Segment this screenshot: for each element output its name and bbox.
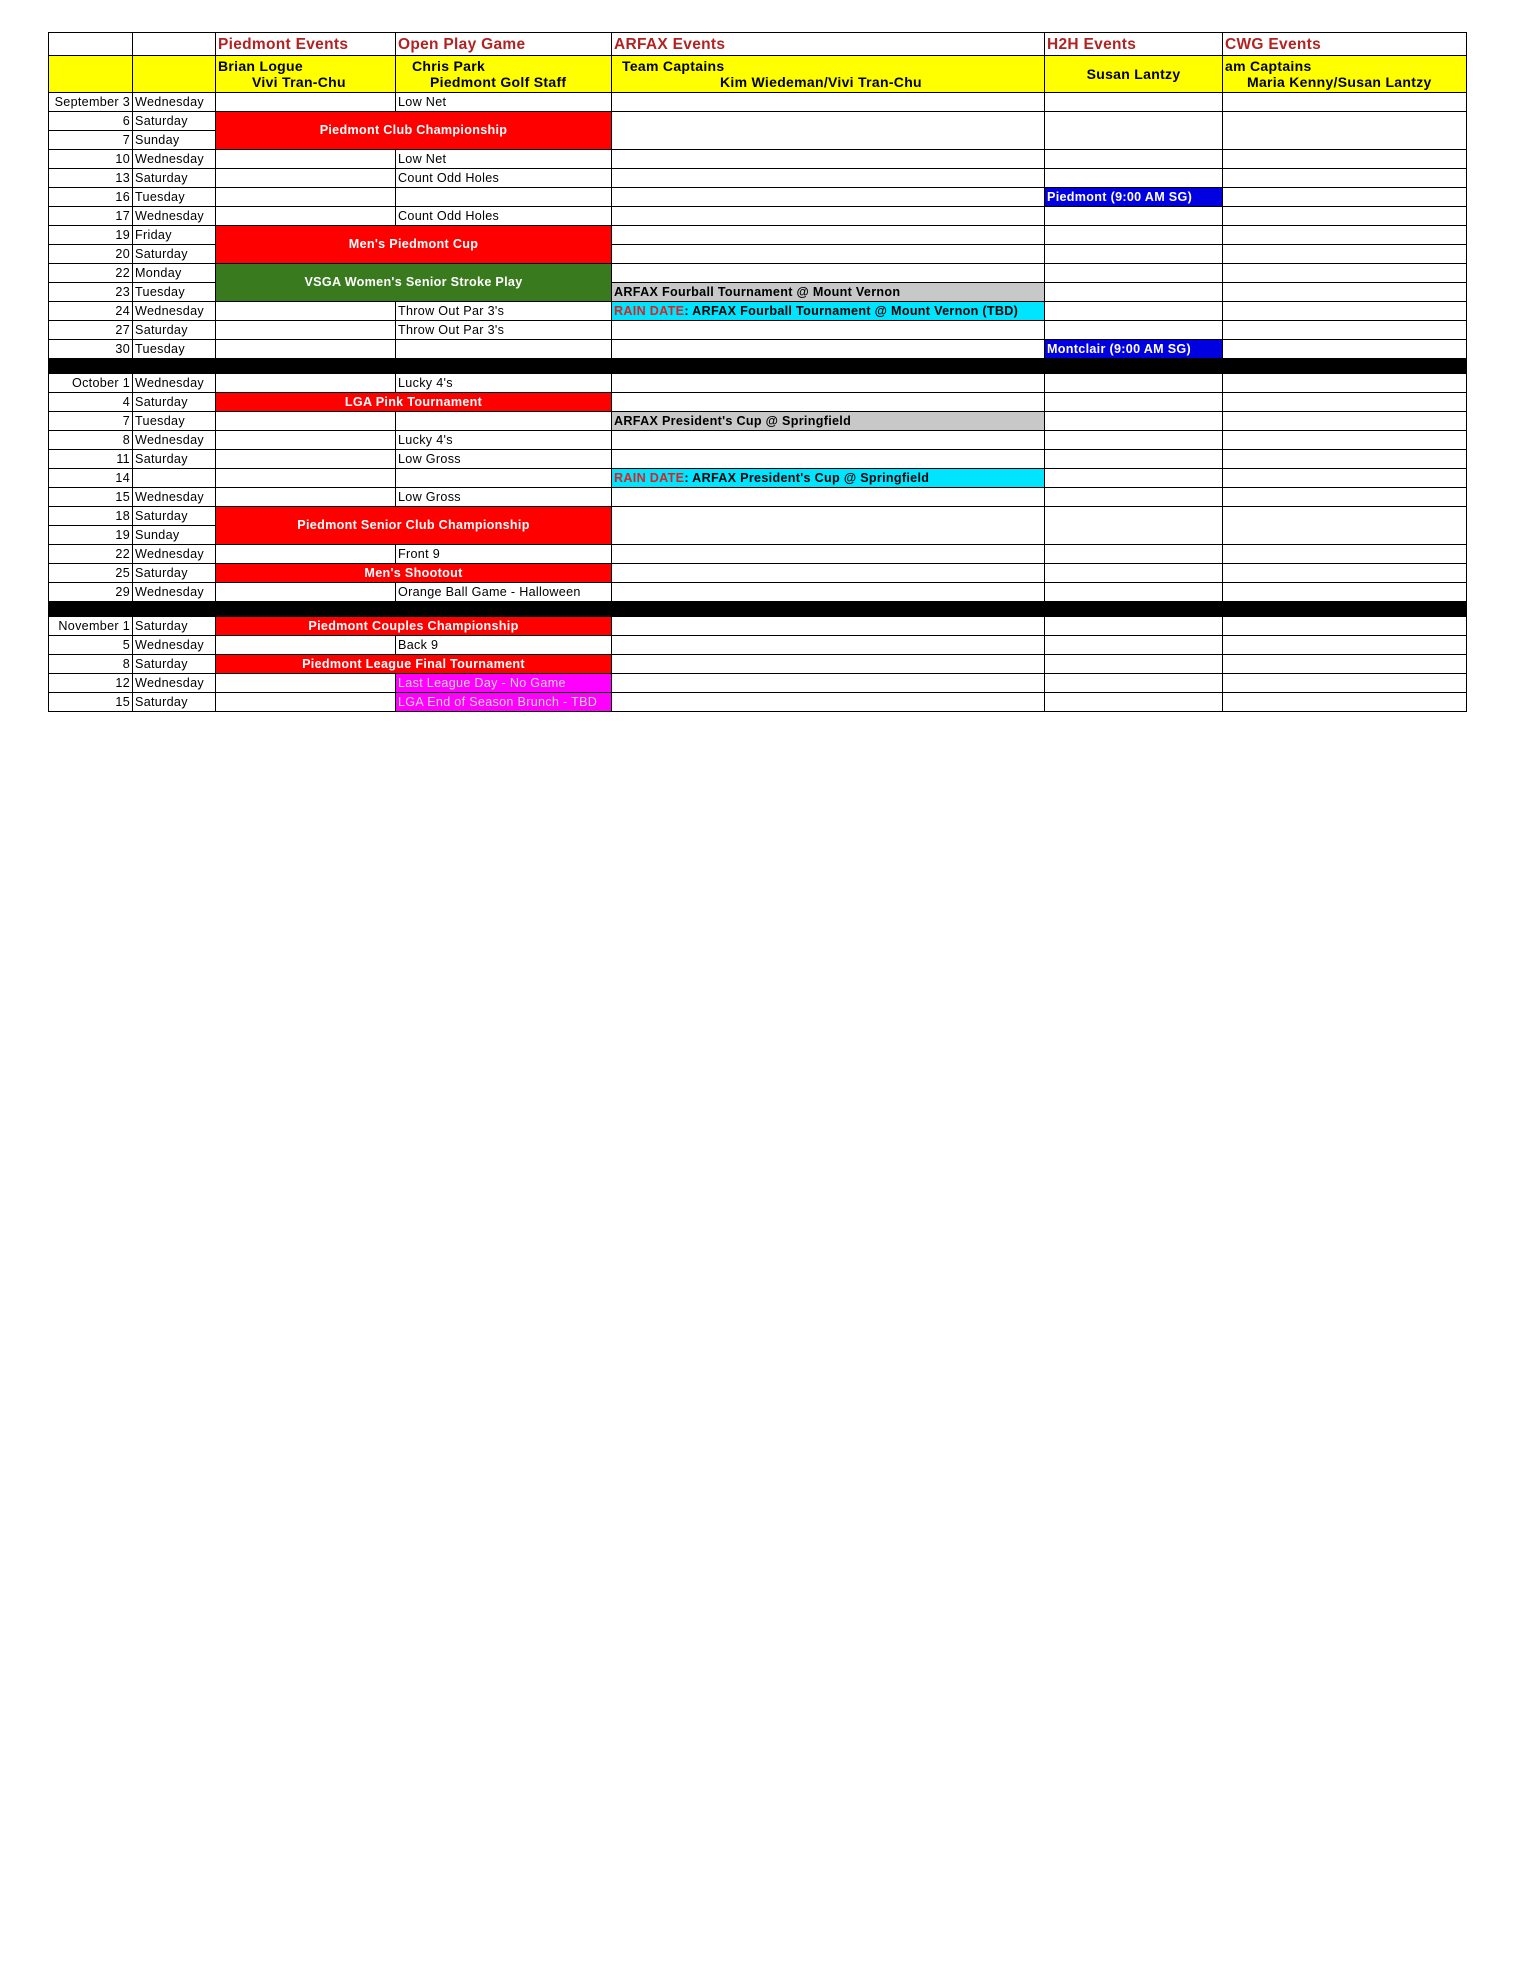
h2h-cell — [1045, 545, 1223, 564]
day-number: 13 — [49, 169, 133, 188]
subheader-blank — [49, 56, 133, 93]
table-row — [49, 674, 1467, 693]
cwg-cell — [1223, 264, 1467, 283]
table-row — [49, 393, 1467, 412]
event-league-final-tournament: Piedmont League Final Tournament — [216, 655, 612, 674]
game-cell: Lucky 4's — [396, 374, 612, 393]
cwg-cell — [1223, 207, 1467, 226]
day-number: 19 — [49, 226, 133, 245]
arfax-cell — [612, 617, 1045, 636]
arfax-cell — [612, 450, 1045, 469]
table-row — [49, 207, 1467, 226]
subheader-arfax — [612, 56, 1045, 93]
h2h-cell — [1045, 93, 1223, 112]
h2h-cell — [1045, 264, 1223, 283]
cwg-cell — [1223, 302, 1467, 321]
table-row — [49, 469, 1467, 488]
piedmont-cell — [216, 150, 396, 169]
game-cell — [396, 340, 612, 359]
table-row — [49, 693, 1467, 712]
subheader-row — [49, 56, 1467, 93]
month-label: November — [58, 618, 119, 633]
arfax-cell — [612, 226, 1045, 245]
h2h-cell — [1045, 283, 1223, 302]
h2h-cell — [1045, 112, 1223, 150]
table-row — [49, 93, 1467, 112]
contact-name: Chris Park — [412, 58, 486, 74]
subheader-open-play — [396, 56, 612, 93]
cwg-cell — [1223, 655, 1467, 674]
event-last-league-day: Last League Day - No Game — [396, 674, 612, 693]
cwg-cell — [1223, 636, 1467, 655]
day-number: 22 — [49, 264, 133, 283]
h2h-cell — [1045, 507, 1223, 545]
h2h-cell — [1045, 450, 1223, 469]
weekday-cell: Saturday — [133, 393, 216, 412]
game-cell: Low Net — [396, 150, 612, 169]
weekday-cell: Wednesday — [133, 207, 216, 226]
arfax-cell — [612, 169, 1045, 188]
table-row — [49, 321, 1467, 340]
arfax-cell — [612, 674, 1045, 693]
cwg-cell — [1223, 188, 1467, 207]
day-number: 12 — [49, 674, 133, 693]
contact-name: Vivi Tran-Chu — [252, 74, 346, 90]
event-vsga-senior-stroke-play: VSGA Women's Senior Stroke Play — [216, 264, 612, 302]
header-open-play-game: Open Play Game — [396, 33, 612, 56]
weekday-cell: Wednesday — [133, 93, 216, 112]
cwg-cell — [1223, 169, 1467, 188]
h2h-cell — [1045, 150, 1223, 169]
piedmont-cell — [216, 302, 396, 321]
day-number: 1 — [122, 618, 130, 633]
weekday-cell: Saturday — [133, 655, 216, 674]
event-h2h-montclair: Montclair (9:00 AM SG) — [1045, 340, 1223, 359]
arfax-cell — [612, 264, 1045, 283]
piedmont-cell — [216, 545, 396, 564]
h2h-cell — [1045, 469, 1223, 488]
arfax-cell — [612, 340, 1045, 359]
game-cell: Throw Out Par 3's — [396, 302, 612, 321]
weekday-cell: Tuesday — [133, 412, 216, 431]
h2h-cell — [1045, 302, 1223, 321]
h2h-cell — [1045, 207, 1223, 226]
weekday-cell: Sunday — [133, 526, 216, 545]
game-cell: Throw Out Par 3's — [396, 321, 612, 340]
table-row — [49, 488, 1467, 507]
weekday-cell: Saturday — [133, 321, 216, 340]
weekday-cell: Saturday — [133, 169, 216, 188]
arfax-cell — [612, 188, 1045, 207]
arfax-cell — [612, 321, 1045, 340]
weekday-cell — [133, 469, 216, 488]
contact-name: Kim Wiedeman/Vivi Tran-Chu — [720, 74, 922, 90]
table-row — [49, 226, 1467, 245]
day-number: 7 — [49, 131, 133, 150]
day-number: 27 — [49, 321, 133, 340]
separator-bar — [49, 602, 1467, 617]
day-number: 8 — [49, 431, 133, 450]
cwg-cell — [1223, 674, 1467, 693]
cwg-cell — [1223, 283, 1467, 302]
event-club-championship: Piedmont Club Championship — [216, 112, 612, 150]
game-cell: Low Gross — [396, 488, 612, 507]
cwg-cell — [1223, 507, 1467, 545]
table-row — [49, 340, 1467, 359]
event-end-of-season-brunch: LGA End of Season Brunch - TBD — [396, 693, 612, 712]
table-row — [49, 617, 1467, 636]
day-number: 8 — [49, 655, 133, 674]
date-cell — [49, 93, 133, 112]
weekday-cell: Saturday — [133, 112, 216, 131]
table-row — [49, 302, 1467, 321]
table-row — [49, 564, 1467, 583]
arfax-cell — [612, 393, 1045, 412]
table-row — [49, 655, 1467, 674]
day-number: 11 — [49, 450, 133, 469]
date-cell — [49, 617, 133, 636]
subheader-cwg — [1223, 56, 1467, 93]
h2h-cell — [1045, 321, 1223, 340]
event-arfax-presidents-rain-date — [612, 469, 1045, 488]
cwg-cell — [1223, 545, 1467, 564]
weekday-cell: Saturday — [133, 617, 216, 636]
contact-name: Maria Kenny/Susan Lantzy — [1247, 74, 1432, 90]
rain-date-label: RAIN DATE — [614, 303, 685, 318]
piedmont-cell — [216, 450, 396, 469]
cwg-cell — [1223, 321, 1467, 340]
cwg-cell — [1223, 617, 1467, 636]
cwg-cell — [1223, 693, 1467, 712]
day-number: 3 — [122, 94, 130, 109]
piedmont-cell — [216, 340, 396, 359]
h2h-cell — [1045, 583, 1223, 602]
h2h-cell — [1045, 374, 1223, 393]
rain-date-text: : ARFAX Fourball Tournament @ Mount Vernon (TBD) — [684, 303, 1019, 318]
weekday-cell: Wednesday — [133, 636, 216, 655]
day-number: 4 — [49, 393, 133, 412]
game-cell: Front 9 — [396, 545, 612, 564]
header-arfax-events: ARFAX Events — [612, 33, 1045, 56]
day-number: 14 — [49, 469, 133, 488]
table-row — [49, 150, 1467, 169]
day-number: 7 — [49, 412, 133, 431]
event-senior-club-championship: Piedmont Senior Club Championship — [216, 507, 612, 545]
game-cell — [396, 412, 612, 431]
arfax-cell — [612, 507, 1045, 545]
month-separator — [49, 602, 1467, 617]
subheader-piedmont — [216, 56, 396, 93]
event-arfax-fourball-rain-date — [612, 302, 1045, 321]
table-row — [49, 450, 1467, 469]
schedule-table — [48, 32, 1467, 712]
weekday-cell: Wednesday — [133, 150, 216, 169]
header-piedmont-events: Piedmont Events — [216, 33, 396, 56]
arfax-cell — [612, 545, 1045, 564]
day-number: 6 — [49, 112, 133, 131]
weekday-cell: Wednesday — [133, 583, 216, 602]
weekday-cell: Wednesday — [133, 302, 216, 321]
h2h-cell — [1045, 245, 1223, 264]
piedmont-cell — [216, 583, 396, 602]
weekday-cell: Saturday — [133, 507, 216, 526]
h2h-cell — [1045, 169, 1223, 188]
table-row — [49, 188, 1467, 207]
day-number: 10 — [49, 150, 133, 169]
weekday-cell: Sunday — [133, 131, 216, 150]
h2h-cell — [1045, 226, 1223, 245]
table-row — [49, 412, 1467, 431]
arfax-cell — [612, 431, 1045, 450]
event-couples-championship: Piedmont Couples Championship — [216, 617, 612, 636]
weekday-cell: Saturday — [133, 564, 216, 583]
day-number: 25 — [49, 564, 133, 583]
piedmont-cell — [216, 169, 396, 188]
cwg-cell — [1223, 393, 1467, 412]
weekday-cell: Tuesday — [133, 340, 216, 359]
rain-date-text: : ARFAX President's Cup @ Springfield — [684, 470, 930, 485]
table-row — [49, 431, 1467, 450]
contact-name: Team Captains — [622, 58, 725, 74]
game-cell: Low Gross — [396, 450, 612, 469]
arfax-cell — [612, 583, 1045, 602]
arfax-cell — [612, 488, 1045, 507]
cwg-cell — [1223, 112, 1467, 150]
day-number: 5 — [49, 636, 133, 655]
subheader-h2h: Susan Lantzy — [1045, 56, 1223, 93]
cwg-cell — [1223, 245, 1467, 264]
header-cwg-events: CWG Events — [1223, 33, 1467, 56]
h2h-cell — [1045, 488, 1223, 507]
piedmont-cell — [216, 693, 396, 712]
piedmont-cell — [216, 321, 396, 340]
game-cell: Low Net — [396, 93, 612, 112]
weekday-cell: Wednesday — [133, 374, 216, 393]
game-cell: Lucky 4's — [396, 431, 612, 450]
day-number: 1 — [122, 375, 130, 390]
table-row — [49, 169, 1467, 188]
cwg-cell — [1223, 374, 1467, 393]
table-row — [49, 636, 1467, 655]
day-number: 30 — [49, 340, 133, 359]
cwg-cell — [1223, 564, 1467, 583]
day-number: 18 — [49, 507, 133, 526]
header-row — [49, 33, 1467, 56]
month-label: September — [54, 94, 119, 109]
day-number: 23 — [49, 283, 133, 302]
cwg-cell — [1223, 583, 1467, 602]
day-number: 15 — [49, 488, 133, 507]
day-number: 24 — [49, 302, 133, 321]
table-row — [49, 583, 1467, 602]
day-number: 22 — [49, 545, 133, 564]
cwg-cell — [1223, 431, 1467, 450]
day-number: 19 — [49, 526, 133, 545]
cwg-cell — [1223, 226, 1467, 245]
piedmont-cell — [216, 374, 396, 393]
weekday-cell: Wednesday — [133, 545, 216, 564]
weekday-cell: Saturday — [133, 450, 216, 469]
weekday-cell: Monday — [133, 264, 216, 283]
h2h-cell — [1045, 636, 1223, 655]
separator-bar — [49, 359, 1467, 374]
piedmont-cell — [216, 488, 396, 507]
table-row — [49, 374, 1467, 393]
weekday-cell: Tuesday — [133, 188, 216, 207]
arfax-cell — [612, 374, 1045, 393]
weekday-cell: Saturday — [133, 245, 216, 264]
h2h-cell — [1045, 431, 1223, 450]
h2h-cell — [1045, 655, 1223, 674]
h2h-cell — [1045, 617, 1223, 636]
piedmont-cell — [216, 412, 396, 431]
cwg-cell — [1223, 340, 1467, 359]
piedmont-cell — [216, 469, 396, 488]
game-cell — [396, 469, 612, 488]
h2h-cell — [1045, 393, 1223, 412]
game-cell: Back 9 — [396, 636, 612, 655]
game-cell: Orange Ball Game - Halloween — [396, 583, 612, 602]
h2h-cell — [1045, 412, 1223, 431]
event-h2h-piedmont: Piedmont (9:00 AM SG) — [1045, 188, 1223, 207]
event-arfax-fourball: ARFAX Fourball Tournament @ Mount Vernon — [612, 283, 1045, 302]
h2h-cell — [1045, 564, 1223, 583]
arfax-cell — [612, 693, 1045, 712]
cwg-cell — [1223, 150, 1467, 169]
day-number: 20 — [49, 245, 133, 264]
weekday-cell: Wednesday — [133, 431, 216, 450]
piedmont-cell — [216, 207, 396, 226]
date-cell — [49, 374, 133, 393]
arfax-cell — [612, 636, 1045, 655]
cwg-cell — [1223, 93, 1467, 112]
table-row — [49, 507, 1467, 526]
piedmont-cell — [216, 674, 396, 693]
month-separator — [49, 359, 1467, 374]
piedmont-cell — [216, 188, 396, 207]
contact-name: am Captains — [1225, 58, 1312, 74]
header-blank — [133, 33, 216, 56]
event-lga-pink-tournament: LGA Pink Tournament — [216, 393, 612, 412]
event-mens-shootout: Men's Shootout — [216, 564, 612, 583]
cwg-cell — [1223, 450, 1467, 469]
h2h-cell — [1045, 674, 1223, 693]
weekday-cell: Saturday — [133, 693, 216, 712]
table-row — [49, 264, 1467, 283]
month-label: October — [71, 375, 119, 390]
contact-name: Brian Logue — [218, 58, 303, 74]
h2h-cell — [1045, 693, 1223, 712]
cwg-cell — [1223, 412, 1467, 431]
subheader-blank — [133, 56, 216, 93]
piedmont-cell — [216, 431, 396, 450]
event-arfax-presidents-cup: ARFAX President's Cup @ Springfield — [612, 412, 1045, 431]
contact-name: Piedmont Golf Staff — [430, 74, 567, 90]
game-cell — [396, 188, 612, 207]
weekday-cell: Wednesday — [133, 674, 216, 693]
cwg-cell — [1223, 469, 1467, 488]
arfax-cell — [612, 564, 1045, 583]
header-h2h-events: H2H Events — [1045, 33, 1223, 56]
arfax-cell — [612, 245, 1045, 264]
arfax-cell — [612, 112, 1045, 150]
event-mens-piedmont-cup: Men's Piedmont Cup — [216, 226, 612, 264]
table-row — [49, 545, 1467, 564]
arfax-cell — [612, 93, 1045, 112]
weekday-cell: Tuesday — [133, 283, 216, 302]
table-row — [49, 112, 1467, 131]
arfax-cell — [612, 207, 1045, 226]
weekday-cell: Friday — [133, 226, 216, 245]
day-number: 29 — [49, 583, 133, 602]
header-blank — [49, 33, 133, 56]
day-number: 17 — [49, 207, 133, 226]
game-cell: Count Odd Holes — [396, 169, 612, 188]
piedmont-cell — [216, 636, 396, 655]
day-number: 15 — [49, 693, 133, 712]
cwg-cell — [1223, 488, 1467, 507]
arfax-cell — [612, 655, 1045, 674]
weekday-cell: Wednesday — [133, 488, 216, 507]
arfax-cell — [612, 150, 1045, 169]
piedmont-cell — [216, 93, 396, 112]
game-cell: Count Odd Holes — [396, 207, 612, 226]
rain-date-label: RAIN DATE — [614, 470, 685, 485]
day-number: 16 — [49, 188, 133, 207]
